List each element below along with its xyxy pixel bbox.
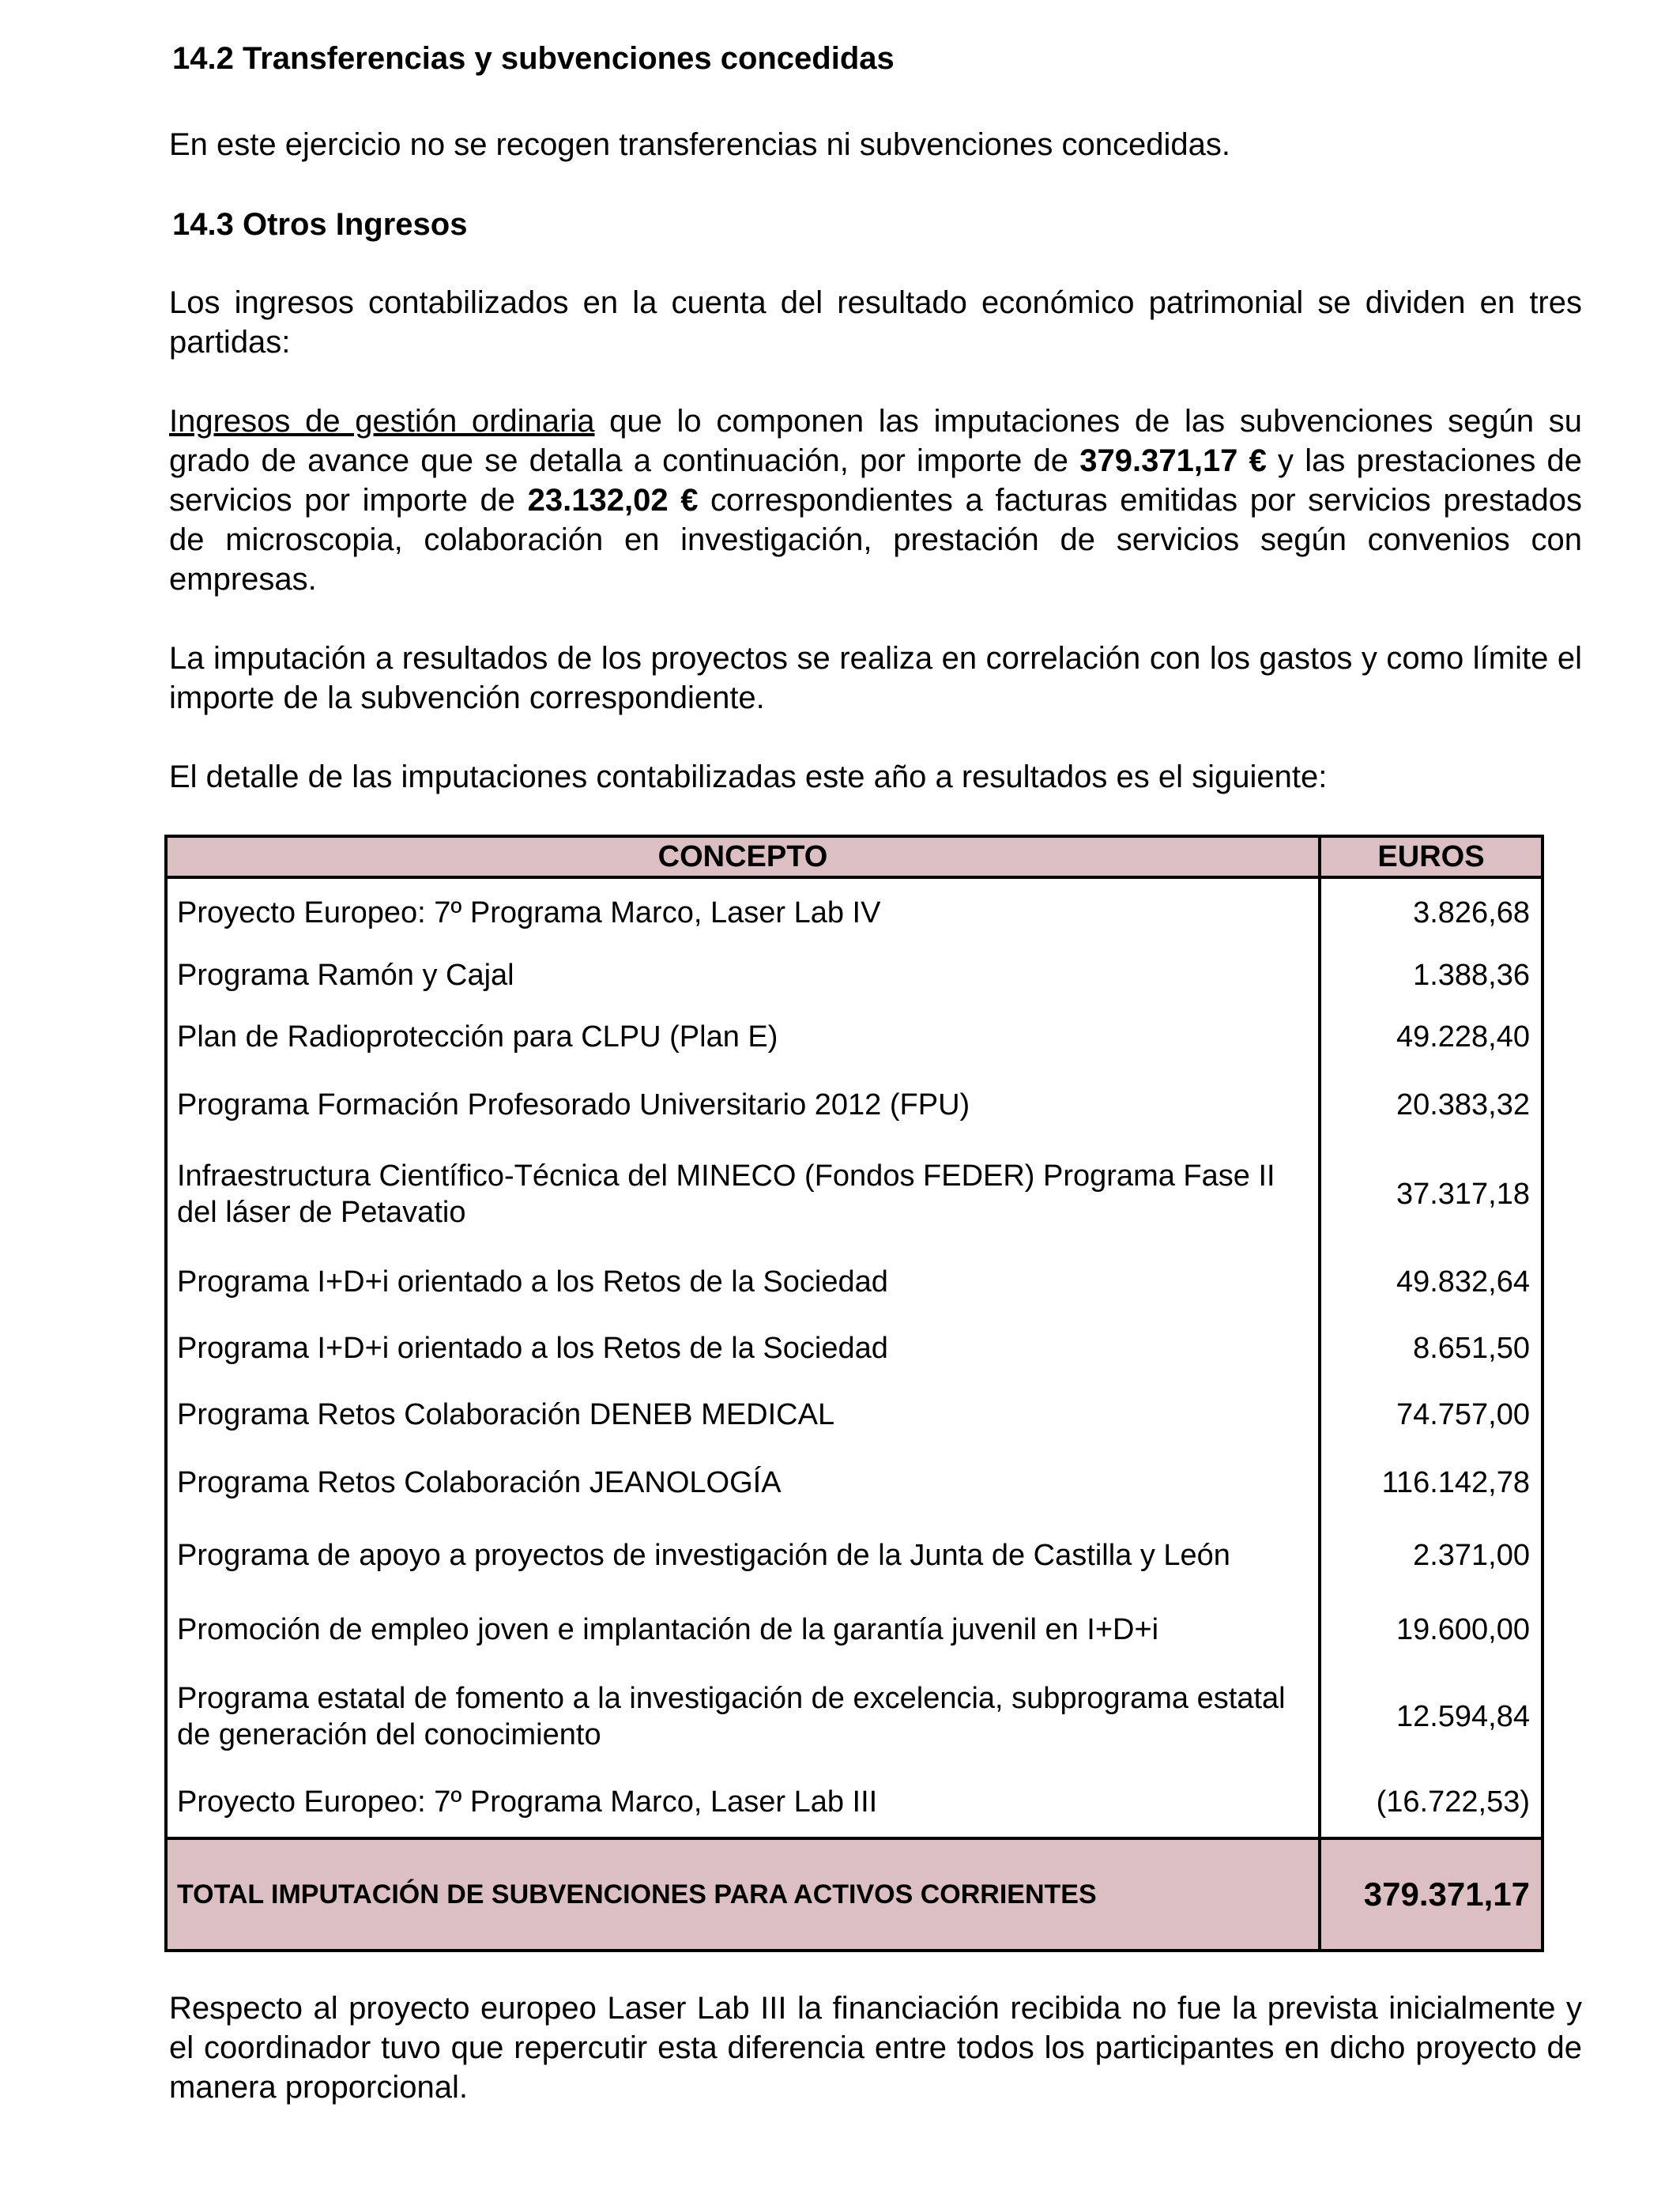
imputaciones-table xyxy=(164,835,1544,1952)
table-row xyxy=(166,1315,1543,1382)
table-row xyxy=(166,1593,1543,1666)
table-row xyxy=(166,1666,1543,1767)
row-amount: 49.832,64 xyxy=(1320,1249,1543,1315)
row-concept: Programa estatal de fomento a la investigación de excelencia, subprograma estatal de generación del conocimiento xyxy=(166,1666,1320,1767)
total-row xyxy=(166,1838,1543,1951)
table-row xyxy=(166,1448,1543,1517)
table-row xyxy=(166,1004,1543,1070)
row-concept: Proyecto Europeo: 7º Programa Marco, Laser Lab IV xyxy=(166,877,1320,947)
row-amount: 116.142,78 xyxy=(1320,1448,1543,1517)
row-concept: Programa Ramón y Cajal xyxy=(166,947,1320,1004)
row-concept: Promoción de empleo joven e implantación de la garantía juvenil en I+D+i xyxy=(166,1593,1320,1666)
total-amount: 379.371,17 xyxy=(1320,1838,1543,1951)
row-amount: 20.383,32 xyxy=(1320,1070,1543,1140)
section-heading-14-2: 14.2 Transferencias y subvenciones concedidas xyxy=(172,41,895,76)
row-amount: 2.371,00 xyxy=(1320,1517,1543,1593)
row-amount: 1.388,36 xyxy=(1320,947,1543,1004)
amount-subvenciones: 379.371,17 € xyxy=(1079,443,1267,478)
closing-paragraph: Respecto al proyecto europeo Laser Lab III la financiación recibida no fue la prevista inicialmente y el coordinador tuvo que repercutir esta diferencia entre todos los participantes en dicho proyecto de manera proporcional. xyxy=(169,1991,1582,2105)
header-concepto: CONCEPTO xyxy=(166,836,1320,877)
row-concept: Plan de Radioprotección para CLPU (Plan E) xyxy=(166,1004,1320,1070)
paragraph-text: que lo componen las imputaciones de las subvenciones según su grado de avance que se detalla a continuación, por importe de xyxy=(169,404,1582,478)
imputacion-paragraph: La imputación a resultados de los proyectos se realiza en correlación con los gastos y como límite el importe de la subvención correspondiente. xyxy=(169,641,1582,715)
paragraph-text: y las prestaciones de servicios por importe de xyxy=(169,443,1582,518)
row-amount: 3.826,68 xyxy=(1320,877,1543,947)
row-concept: Programa Retos Colaboración JEANOLOGÍA xyxy=(166,1448,1320,1517)
row-amount: (16.722,53) xyxy=(1320,1767,1543,1838)
table-row xyxy=(166,1249,1543,1315)
amount-servicios: 23.132,02 € xyxy=(527,483,699,518)
row-amount: 37.317,18 xyxy=(1320,1140,1543,1249)
row-concept: Programa de apoyo a proyectos de investigación de la Junta de Castilla y León xyxy=(166,1517,1320,1593)
header-euros: EUROS xyxy=(1320,836,1543,877)
table-row xyxy=(166,1070,1543,1140)
table-row xyxy=(166,1382,1543,1448)
row-concept: Programa Retos Colaboración DENEB MEDICAL xyxy=(166,1382,1320,1448)
row-amount: 12.594,84 xyxy=(1320,1666,1543,1767)
table-row xyxy=(166,877,1543,947)
intro-paragraph: Los ingresos contabilizados en la cuenta del resultado económico patrimonial se dividen en tres partidas: xyxy=(169,285,1582,360)
section-heading-14-3: 14.3 Otros Ingresos xyxy=(172,207,468,242)
row-amount: 19.600,00 xyxy=(1320,1593,1543,1666)
row-amount: 74.757,00 xyxy=(1320,1382,1543,1448)
row-concept: Programa I+D+i orientado a los Retos de la Sociedad xyxy=(166,1315,1320,1382)
table-row xyxy=(166,1767,1543,1838)
row-amount: 49.228,40 xyxy=(1320,1004,1543,1070)
ingresos-paragraph xyxy=(169,401,1582,599)
row-concept: Programa Formación Profesorado Universitario 2012 (FPU) xyxy=(166,1070,1320,1140)
total-concept: TOTAL IMPUTACIÓN DE SUBVENCIONES PARA ACTIVOS CORRIENTES xyxy=(166,1838,1320,1951)
table-row xyxy=(166,1517,1543,1593)
table-header-row xyxy=(166,836,1543,877)
table-row xyxy=(166,947,1543,1004)
row-amount: 8.651,50 xyxy=(1320,1315,1543,1382)
underlined-term: Ingresos de gestión ordinaria xyxy=(169,404,595,439)
paragraph-text: correspondientes a facturas emitidas por servicios prestados de microscopia, colaboración en investigación, prestación de servicios según convenios con empresas. xyxy=(169,483,1583,597)
table-row xyxy=(166,1140,1543,1249)
section-14-2-text: En este ejercicio no se recogen transferencias ni subvenciones concedidas. xyxy=(169,127,1231,162)
row-concept: Programa I+D+i orientado a los Retos de la Sociedad xyxy=(166,1249,1320,1315)
detalle-paragraph: El detalle de las imputaciones contabilizadas este año a resultados es el siguiente: xyxy=(169,760,1328,794)
row-concept: Infraestructura Científico-Técnica del MINECO (Fondos FEDER) Programa Fase II del láser de Petavatio xyxy=(166,1140,1320,1249)
row-concept: Proyecto Europeo: 7º Programa Marco, Laser Lab III xyxy=(166,1767,1320,1838)
